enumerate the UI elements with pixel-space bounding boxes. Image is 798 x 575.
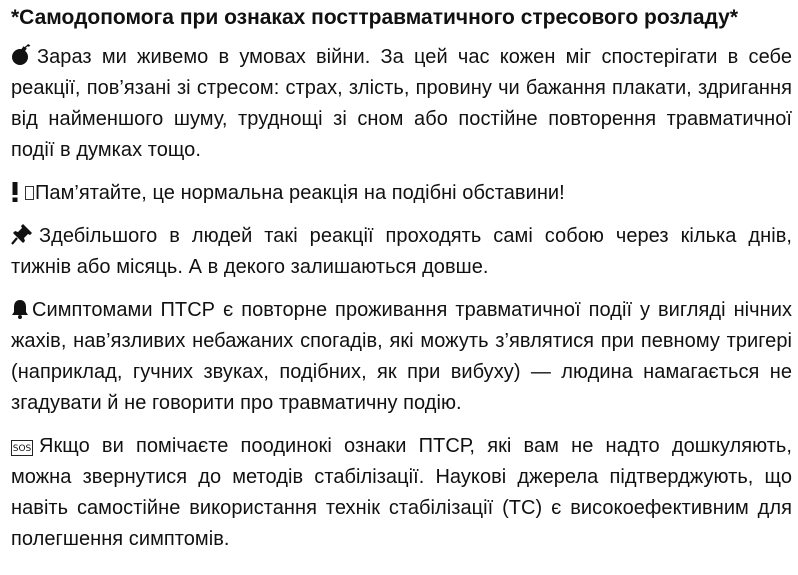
paragraph-ptsd-symptoms	[11, 295, 792, 419]
paragraph-stabilization	[11, 431, 792, 555]
paragraph-text: Здебільшого в людей такі реакції проходять самі собою через кілька днів, тижнів або місяць. А в декого залишаються довше.	[11, 225, 792, 278]
paragraph-text: Якщо ви помічаєте поодинокі ознаки ПТСР, які вам не надто дошкуляють, можна звернутися до методів стабілізації. Наукові джерела підтверджують, що навіть самостійне використання технік стабілізації (ТС) є високоефективним для полегшення симптомів.	[11, 435, 792, 550]
bell-icon	[11, 299, 29, 319]
paragraph-text: Пам’ятайте, це нормальна реакція на подібні обставини!	[35, 182, 565, 204]
paragraph-war-stress	[11, 42, 792, 166]
paragraph-text: Зараз ми живемо в умовах війни. За цей час кожен міг спостерігати в себе реакції, пов’язані зі стресом: страх, злість, провину чи бажання плакати, здригання від найменшого шуму, труднощі зі сном або постійне повторення травматичної події в думках тощо.	[11, 46, 792, 161]
bomb-icon	[11, 44, 31, 66]
document-title: *Самодопомога при ознаках посттравматичного стресового розладу*	[11, 6, 739, 29]
pushpin-icon	[11, 223, 33, 245]
paragraph-normal-reaction	[11, 178, 792, 209]
paragraph-recovery	[11, 221, 792, 283]
exclamation-icon	[11, 182, 19, 202]
paragraph-text: Симптомами ПТСР є повторне проживання травматичної події у вигляді нічних жахів, нав’язливих небажаних спогадів, які можуть з’являтися при певному тригері (наприклад, гучних звуках, подібних, як при вибуху) — людина намагається не згадувати й не говорити про травматичну подію.	[11, 299, 792, 414]
sos-icon: SOS	[11, 440, 33, 456]
missing-glyph-icon	[25, 186, 34, 200]
